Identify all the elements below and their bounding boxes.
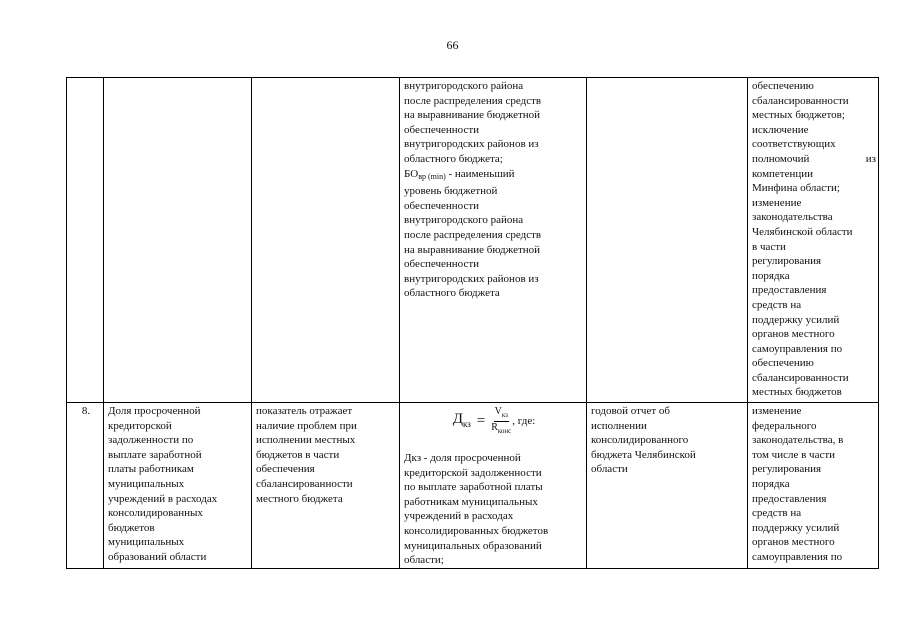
table-row bbox=[67, 78, 879, 403]
cell-source bbox=[587, 403, 748, 569]
formula-denominator bbox=[491, 422, 511, 437]
justified-right: из bbox=[865, 152, 876, 165]
cell-number: 8. bbox=[67, 403, 104, 569]
indicator-text: Доля просроченной кредиторской задолженности по выплате заработной платы работникам муниципальных учреждений в расходах консолидированных бюджетов муниципальных образований области bbox=[108, 405, 218, 563]
description-text: показатель отражает наличие проблем при исполнении местных бюджетов в части обеспечения сбалансированности местного бюджета bbox=[256, 405, 357, 505]
source-text: годовой отчет об исполнении консолидированного бюджета Челябинской области bbox=[591, 405, 696, 476]
numerator-symbol: V bbox=[494, 406, 502, 417]
bo-min-line bbox=[404, 167, 584, 185]
cell-indicator bbox=[104, 403, 252, 569]
cell-source bbox=[587, 78, 748, 403]
denominator-sub: конс bbox=[497, 427, 512, 435]
measures-text-part2: компетенции Минфина области; изменение законодательства Челябинской области в части регулирования порядка предоставления средств на поддержку усилий органов местного самоуправления по обеспечению сбалансированности местных бюджетов bbox=[752, 167, 853, 399]
cell-measures bbox=[748, 403, 879, 569]
formula-fraction bbox=[491, 406, 511, 437]
bo-rest: - наименьший bbox=[445, 167, 515, 180]
cell-description bbox=[252, 403, 400, 569]
cell-description bbox=[252, 78, 400, 403]
formula-explanation: Дкз - доля просроченной кредиторской задолженности по выплате заработной платы работникам муниципальных учреждений в расходах консолидированных бюджетов муниципальных образований области; bbox=[404, 452, 549, 567]
formula-text-part1: внутригородского района после распределения средств на выравнивание бюджетной обеспеченности внутригородских районов из областного бюджета; bbox=[404, 80, 542, 165]
cell-formula bbox=[400, 403, 587, 569]
cell-measures bbox=[748, 78, 879, 403]
formula-text-part2: уровень бюджетной обеспеченности внутригородского района после распределения средств на выравнивание бюджетной обеспеченности внутригородских районов из областного бюджета bbox=[404, 185, 542, 300]
measures-text-part1: обеспечению сбалансированности местных бюджетов; исключение соответствующих bbox=[752, 80, 849, 151]
measures-text: изменение федерального законодательства, в том числе в части регулирования порядка предоставления средств на поддержку усилий органов местного самоуправления по bbox=[752, 405, 844, 563]
measures-justified-line bbox=[752, 152, 876, 167]
page-number: 66 bbox=[446, 38, 459, 52]
cell-number bbox=[67, 78, 104, 403]
formula-equals: = bbox=[476, 413, 486, 430]
formula bbox=[404, 406, 584, 437]
bo-subscript: вр (min) bbox=[418, 171, 446, 181]
formula-numerator bbox=[494, 406, 509, 422]
numerator-sub: кз bbox=[501, 411, 508, 419]
formula-lhs-symbol: Д bbox=[452, 410, 463, 427]
bo-symbol: БО bbox=[404, 167, 419, 180]
formula-suffix: , где: bbox=[512, 415, 536, 428]
table-row bbox=[67, 403, 879, 569]
cell-formula bbox=[400, 78, 587, 403]
justified-left: полномочий bbox=[752, 152, 810, 165]
denominator-symbol: R bbox=[491, 422, 498, 433]
cell-indicator bbox=[104, 78, 252, 403]
formula-lhs-sub: кз bbox=[462, 418, 471, 429]
indicators-table bbox=[66, 77, 879, 569]
formula-lhs bbox=[453, 412, 471, 432]
